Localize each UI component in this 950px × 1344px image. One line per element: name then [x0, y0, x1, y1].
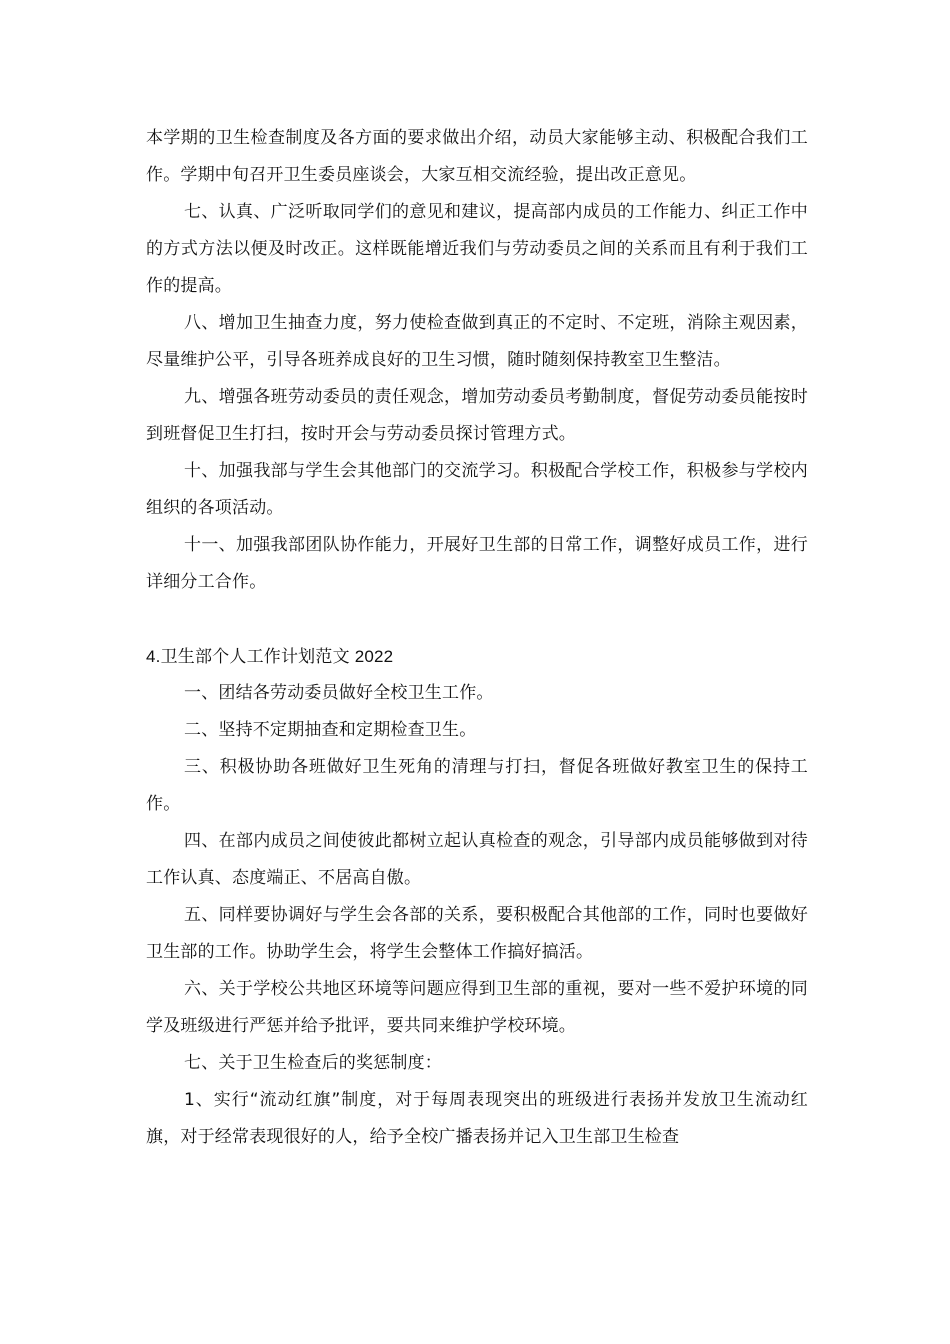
section1-item-8: 八、增加卫生抽查力度，努力使检查做到真正的不定时、不定班，消除主观因素，尽量维护公平，引导各班养成良好的卫生习惯，随时随刻保持教室卫生整洁。 — [146, 313, 808, 370]
section1-item-7: 七、认真、广泛听取同学们的意见和建议，提高部内成员的工作能力、纠正工作中的方式方法以便及时改正。这样既能增近我们与劳动委员之间的关系而且有利于我们工作的提高。 — [146, 202, 808, 296]
section2-item-7-1: 1、实行“流动红旗”制度，对于每周表现突出的班级进行表扬并发放卫生流动红旗，对于经常表现很好的人，给予全校广播表扬并记入卫生部卫生检查 — [146, 1090, 808, 1147]
continued-paragraph: 本学期的卫生检查制度及各方面的要求做出介绍，动员大家能够主动、积极配合我们工作。学期中旬召开卫生委员座谈会，大家互相交流经验，提出改正意见。 — [146, 128, 808, 185]
section-spacer — [146, 601, 808, 638]
document-body — [146, 120, 808, 1156]
section1-item-9: 九、增强各班劳动委员的责任观念，增加劳动委员考勤制度，督促劳动委员能按时到班督促卫生打扫，按时开会与劳动委员探讨管理方式。 — [146, 387, 808, 444]
section2-item-2: 二、坚持不定期抽查和定期检查卫生。 — [184, 720, 477, 740]
section2-item-5: 五、同样要协调好与学生会各部的关系，要积极配合其他部的工作，同时也要做好卫生部的工作。协助学生会，将学生会整体工作搞好搞活。 — [146, 905, 808, 962]
section2-item-1: 一、团结各劳动委员做好全校卫生工作。 — [184, 683, 494, 703]
section2-item-7: 七、关于卫生检查后的奖惩制度： — [184, 1053, 442, 1073]
section2-item-4: 四、在部内成员之间使彼此都树立起认真检查的观念，引导部内成员能够做到对待工作认真、态度端正、不居高自傲。 — [146, 831, 808, 888]
section2-item-3: 三、积极协助各班做好卫生死角的清理与打扫，督促各班做好教室卫生的保持工作。 — [146, 757, 808, 814]
section-heading: 4.卫生部个人工作计划范文 2022 — [146, 647, 394, 666]
section1-item-11: 十一、加强我部团队协作能力，开展好卫生部的日常工作，调整好成员工作，进行详细分工合作。 — [146, 535, 808, 592]
section2-item-6: 六、关于学校公共地区环境等问题应得到卫生部的重视，要对一些不爱护环境的同学及班级进行严惩并给予批评，要共同来维护学校环境。 — [146, 979, 808, 1036]
section1-item-10: 十、加强我部与学生会其他部门的交流学习。积极配合学校工作，积极参与学校内组织的各项活动。 — [146, 461, 808, 518]
